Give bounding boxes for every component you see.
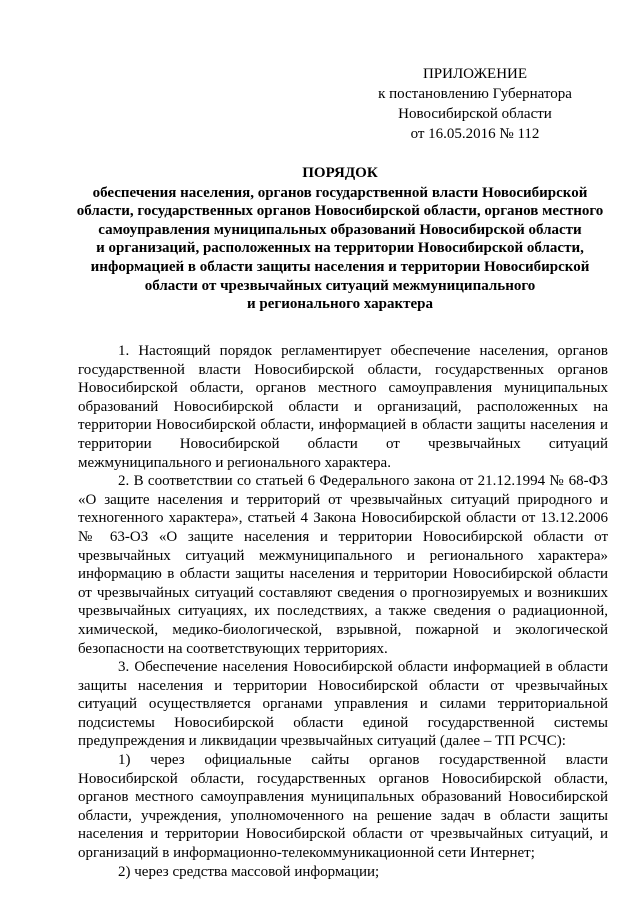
title-line: обеспечения населения, органов государственной власти Новосибирской	[92, 184, 588, 201]
appendix-label: ПРИЛОЖЕНИЕ	[422, 66, 528, 82]
appendix-region: Новосибирской области	[398, 106, 552, 122]
title-line: информацией в области защиты населения и территории Новосибирской	[90, 258, 590, 275]
paragraph-1: 1. Настоящий порядок регламентирует обеспечение населения, органов государственной власти Новосибирской области, государственных органов Новосибирской области, органов местного самоуправления муниципальных образований Новосибирской области и организаций, расположенных на территории Новосибирской области, информацией в области защиты населения и территории Новосибирской области от чрезвычайных ситуаций межмуниципального и регионального характера.	[78, 343, 608, 471]
paragraph-3-item-1: 1) через официальные сайты органов государственной власти Новосибирской области, государственных органов Новосибирской области, органов местного самоуправления муниципальных образований Новосибирской области, учреждения, уполномоченного на решение задач в области защиты населения и территории Новосибирской области от чрезвычайных ситуаций, и организаций в информационно-телекоммуникационной сети Интернет;	[78, 752, 608, 862]
appendix-date-number: от 16.05.2016 № 112	[410, 126, 540, 142]
title-main: ПОРЯДОК	[302, 165, 378, 181]
paragraph-3-item-2: 2) через средства массовой информации;	[118, 863, 380, 880]
title-line: области от чрезвычайных ситуаций межмуниципального	[144, 277, 536, 294]
document-title	[70, 164, 610, 314]
title-line: области, государственных органов Новосибирской области, органов местного	[76, 203, 604, 220]
title-line: самоуправления муниципальных образований Новосибирской области	[98, 221, 582, 238]
title-line: и организаций, расположенных на территории Новосибирской области,	[96, 240, 584, 257]
appendix-header	[360, 64, 590, 144]
paragraph-2: 2. В соответствии со статьей 6 Федерального закона от 21.12.1994 № 68-ФЗ «О защите населения и территорий от чрезвычайных ситуаций природного и техногенного характера», статьей 4 Закона Новосибирской области от 13.12.2006 № 63-ОЗ «О защите населения и территории Новосибирской области от чрезвычайных ситуаций межмуниципального и регионального характера» информацию в области защиты населения и территории Новосибирской области от чрезвычайных ситуаций составляют сведения о прогнозируемых и возникших чрезвычайных ситуациях, их последствиях, а также сведения о радиационной, химической, медико-биологической, взрывной, пожарной и экологической безопасности на соответствующих территориях.	[78, 473, 608, 657]
document-body	[78, 342, 608, 881]
title-line: и регионального характера	[247, 296, 433, 313]
appendix-decree-ref: к постановлению Губернатора	[378, 86, 572, 102]
paragraph-3: 3. Обеспечение населения Новосибирской области информацией в области защиты населения и территории Новосибирской области от чрезвычайных ситуаций осуществляется органами управления и силами территориальной подсистемы Новосибирской области единой государственной системы предупреждения и ликвидации чрезвычайных ситуаций (далее – ТП РСЧС):	[78, 659, 608, 750]
